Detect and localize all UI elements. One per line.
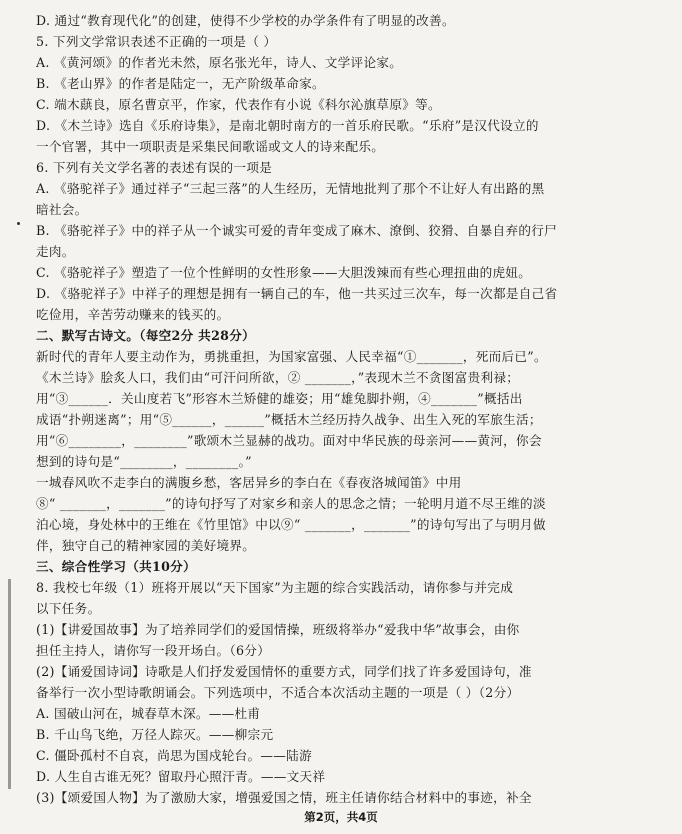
text-line: D. 人生自古谁无死？留取丹心照汗青。——文天祥 (36, 769, 326, 784)
text-line: 担任主持人，请你写一段开场白。（6分） (36, 643, 271, 658)
option-line: C. 《骆驼祥子》塑造了一位个性鲜明的女性形象——大胆泼辣而有些心理扭曲的虎妞。 (36, 265, 532, 280)
text-line: 暗社会。 (36, 202, 88, 217)
option-line: A. 《骆驼祥子》通过祥子“三起三落”的人生经历，无情地批判了那个不让好人有出路的黑 (36, 181, 545, 196)
text-line: (3)【颂爱国人物】为了激励大家，增强爱国之情，班主任请你结合材料中的事迹，补全 (36, 790, 532, 805)
option-line: B. 千山鸟飞绝，万径人踪灭。——柳宗元 (36, 727, 274, 742)
option-line: A. 《黄河颂》的作者光未然，原名张光年，诗人、文学评论家。 (36, 55, 403, 70)
question-5: 5. 下列文学常识表述不正确的一项是（ ） (36, 34, 277, 49)
text-line: 吃俭用，辛苦劳动赚来的钱买的。 (36, 307, 230, 322)
section-heading-2: 二、默写古诗文。（每空2分 共28分） (36, 328, 255, 343)
scan-dot (17, 222, 20, 225)
option-line: B. 《骆驼祥子》中的祥子从一个诚实可爱的青年变成了麻木、潦倒、狡猾、自暴自弃的行尸 (36, 223, 558, 238)
option-line: C. 端木蕻良，原名曹京平，作家，代表作有小说《科尔沁旗草原》等。 (36, 97, 441, 112)
section-heading-3: 三、综合性学习（共10分） (36, 559, 196, 574)
question-6: 6. 下列有关文学名著的表述有误的一项是 (36, 160, 273, 175)
text-line: 一个官署，其中一项职责是采集民间歌谣或文人的诗来配乐。 (36, 139, 385, 154)
text-line: 伴，独守自己的精神家园的美好境界。 (36, 538, 256, 553)
text-line: 备举行一次小型诗歌朗诵会。下列选项中，不适合本次活动主题的一项是（ ）（2分） (36, 685, 520, 700)
text-line: 用“⑥________，________”歌颂木兰显赫的战功。面对中华民族的母亲河——黄河，你会 (36, 433, 542, 448)
option-line: D. 《骆驼祥子》中祥子的理想是拥有一辆自己的车，他一共买过三次车，每一次都是自己省 (36, 286, 558, 301)
option-line: A. 国破山河在，城春草木深。——杜甫 (36, 706, 261, 721)
text-line: 新时代的青年人要主动作为，勇挑重担，为国家富强、人民幸福“①_______，死而后已”。 (36, 349, 547, 364)
text-line: 想到的诗句是“________，________。” (36, 454, 252, 469)
text-line: 成语“扑朔迷离”；用“⑤______，______”概括木兰经历持久战争、出生入死的军旅生活； (36, 412, 542, 427)
text-line: ⑧“ _______，_______”的诗句抒写了对家乡和亲人的思念之情；一轮明月道不尽王维的淡 (36, 496, 546, 511)
text-line: 泊心境，身处林中的王维在《竹里馆》中以⑨“ _______，_______”的诗句写出了与明月做 (36, 517, 546, 532)
option-line: C. 僵卧孤村不自哀，尚思为国戍轮台。——陆游 (36, 748, 312, 763)
text-line: 走肉。 (36, 244, 75, 259)
option-line: D. 《木兰诗》选自《乐府诗集》，是南北朝时南方的一首乐府民歌。“乐府”是汉代设立的 (36, 118, 539, 133)
text-line: 《木兰诗》脍炙人口，我们由“可汗问所欲，② _______，”表现木兰不贪图富贵利禄； (36, 370, 520, 385)
task-1: (1)【讲爱国故事】为了培养同学们的爱国情操，班级将举办“爱我中华”故事会，由你 (36, 622, 520, 637)
text-line: 一城春风吹不走李白的满腹乡愁，客居异乡的李白在《春夜洛城闻笛》中用 (36, 475, 462, 490)
text-line: 以下任务。 (36, 601, 101, 616)
text-line: D. 通过“教育现代化”的创建，使得不少学校的办学条件有了明显的改善。 (36, 13, 455, 28)
margin-bracket-mark (8, 579, 11, 789)
text-line: 用“③______．关山度若飞”形容木兰矫健的雄姿；用“雄兔脚扑朔，④_______”概括出 (36, 391, 523, 406)
question-8: 8. 我校七年级（1）班将开展以“天下国家”为主题的综合实践活动，请你参与并完成 (36, 580, 514, 595)
option-line: B. 《老山界》的作者是陆定一，无产阶级革命家。 (36, 76, 325, 91)
page-footer: 第2页，共4页 (304, 810, 378, 824)
task-2: (2)【诵爱国诗词】诗歌是人们抒发爱国情怀的重要方式，同学们找了许多爱国诗句，准 (36, 664, 532, 679)
